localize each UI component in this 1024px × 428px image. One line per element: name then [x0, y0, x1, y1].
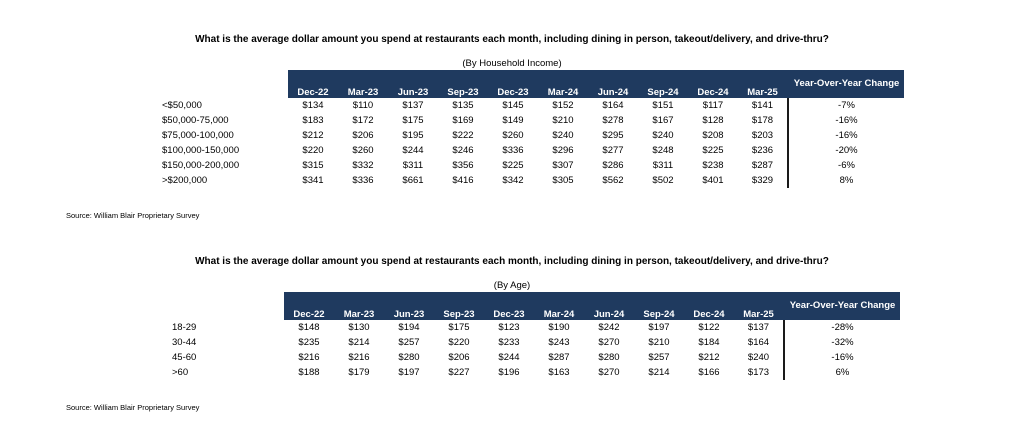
age-table-row — [172, 365, 900, 380]
age-value-cell: $242 — [598, 322, 620, 333]
income-value-cell: $212 — [302, 130, 324, 141]
income-col-header: Jun-24 — [588, 70, 638, 98]
income-value-cell: $356 — [452, 160, 474, 171]
age-value-cell: $287 — [548, 352, 570, 363]
age-row-label: 45-60 — [172, 352, 197, 363]
age-value-cell: $210 — [648, 337, 670, 348]
age-value-cell: $175 — [448, 322, 470, 333]
income-row-label: $50,000-75,000 — [162, 115, 229, 126]
age-table — [172, 292, 900, 380]
income-col-header: Sep-24 — [638, 70, 688, 98]
age-value-cell: $244 — [498, 352, 520, 363]
income-value-cell: $401 — [702, 175, 724, 186]
income-value-cell: $248 — [652, 145, 674, 156]
income-header-row — [162, 70, 904, 98]
income-col-header: Mar-24 — [538, 70, 588, 98]
age-value-cell: $270 — [598, 337, 620, 348]
age-title: What is the average dollar amount you spend at restaurants each month, including dining in person, takeout/delivery, and drive-thru? — [195, 256, 829, 267]
age-value-cell: $197 — [648, 322, 670, 333]
age-label-header — [172, 292, 284, 320]
age-value-cell: $280 — [598, 352, 620, 363]
income-value-cell: $244 — [402, 145, 424, 156]
income-value-cell: $286 — [602, 160, 624, 171]
income-value-cell: $203 — [751, 130, 774, 141]
income-value-cell: $141 — [751, 100, 774, 111]
income-value-cell: $341 — [302, 175, 324, 186]
income-value-cell: $183 — [302, 115, 324, 126]
income-value-cell: $260 — [502, 130, 524, 141]
income-value-cell: $208 — [702, 130, 724, 141]
age-value-cell: $179 — [348, 367, 370, 378]
income-table-row — [162, 173, 904, 188]
age-value-cell: $243 — [548, 337, 570, 348]
income-table-row — [162, 98, 904, 113]
income-value-cell: $315 — [302, 160, 324, 171]
income-value-cell: $206 — [352, 130, 374, 141]
age-table-row — [172, 320, 900, 335]
income-source: Source: William Blair Proprietary Survey — [66, 211, 200, 220]
income-value-cell: $416 — [452, 175, 474, 186]
age-yoy-cell: -28% — [784, 320, 900, 335]
age-value-cell: $123 — [498, 322, 520, 333]
age-col-header: Dec-22 — [284, 292, 334, 320]
age-value-cell: $184 — [698, 337, 720, 348]
age-col-header: Mar-25 — [734, 292, 784, 320]
age-row-label: 30-44 — [172, 337, 197, 348]
income-value-cell: $137 — [402, 100, 424, 111]
age-value-cell: $122 — [698, 322, 720, 333]
age-value-cell: $194 — [398, 322, 420, 333]
income-value-cell: $307 — [552, 160, 574, 171]
income-value-cell: $296 — [552, 145, 574, 156]
age-value-cell: $163 — [548, 367, 570, 378]
income-yoy-cell: -16% — [788, 128, 904, 143]
age-yoy-cell: 6% — [784, 365, 900, 380]
income-value-cell: $336 — [502, 145, 524, 156]
income-row-label: <$50,000 — [162, 100, 202, 111]
income-row-label: $75,000-100,000 — [162, 130, 234, 141]
income-value-cell: $149 — [502, 115, 524, 126]
age-value-cell: $190 — [548, 322, 570, 333]
income-row-label: $150,000-200,000 — [162, 160, 240, 171]
income-value-cell: $175 — [402, 115, 424, 126]
income-row-label: >$200,000 — [162, 175, 208, 186]
income-col-header: Dec-22 — [288, 70, 338, 98]
income-value-cell: $195 — [402, 130, 424, 141]
age-value-cell: $214 — [648, 367, 670, 378]
age-value-cell: $270 — [598, 367, 620, 378]
income-value-cell: $135 — [452, 100, 474, 111]
income-value-cell: $117 — [702, 100, 724, 111]
income-value-cell: $287 — [751, 160, 774, 171]
income-value-cell: $260 — [352, 145, 374, 156]
age-col-header: Dec-23 — [484, 292, 534, 320]
income-value-cell: $110 — [352, 100, 374, 111]
age-yoy-cell: -32% — [784, 335, 900, 350]
income-value-cell: $238 — [702, 160, 724, 171]
income-value-cell: $134 — [302, 100, 324, 111]
income-col-header: Jun-23 — [388, 70, 438, 98]
income-value-cell: $178 — [751, 115, 774, 126]
income-table-row — [162, 113, 904, 128]
income-value-cell: $329 — [751, 175, 774, 186]
age-subtitle: (By Age) — [493, 280, 531, 291]
income-title: What is the average dollar amount you spend at restaurants each month, including dining in person, takeout/delivery, and drive-thru? — [195, 34, 829, 45]
income-value-cell: $562 — [602, 175, 624, 186]
age-col-header: Jun-24 — [584, 292, 634, 320]
age-header-row — [172, 292, 900, 320]
income-value-cell: $661 — [402, 175, 424, 186]
age-value-cell: $220 — [448, 337, 470, 348]
income-col-header: Sep-23 — [438, 70, 488, 98]
age-value-cell: $188 — [298, 367, 320, 378]
age-value-cell: $216 — [348, 352, 370, 363]
income-table-row — [162, 128, 904, 143]
income-value-cell: $145 — [502, 100, 524, 111]
income-value-cell: $169 — [452, 115, 474, 126]
income-value-cell: $502 — [652, 175, 674, 186]
age-row-label: >60 — [172, 367, 189, 378]
income-value-cell: $152 — [552, 100, 574, 111]
income-yoy-cell: -7% — [788, 98, 904, 113]
age-col-header: Mar-23 — [334, 292, 384, 320]
age-value-cell: $214 — [348, 337, 370, 348]
age-col-header: Sep-24 — [634, 292, 684, 320]
income-value-cell: $336 — [352, 175, 374, 186]
income-value-cell: $311 — [402, 160, 424, 171]
age-value-cell: $235 — [298, 337, 320, 348]
income-col-header: Mar-23 — [338, 70, 388, 98]
age-col-header: Dec-24 — [684, 292, 734, 320]
age-yoy-header: Year-Over-Year Change — [784, 292, 900, 320]
age-value-cell: $212 — [698, 352, 720, 363]
age-table-row — [172, 335, 900, 350]
income-value-cell: $305 — [552, 175, 574, 186]
income-col-header: Dec-23 — [488, 70, 538, 98]
income-value-cell: $236 — [751, 145, 774, 156]
income-value-cell: $128 — [702, 115, 724, 126]
age-value-cell: $280 — [398, 352, 420, 363]
income-yoy-cell: -6% — [788, 158, 904, 173]
income-value-cell: $277 — [602, 145, 624, 156]
age-yoy-cell: -16% — [784, 350, 900, 365]
income-value-cell: $342 — [502, 175, 524, 186]
income-value-cell: $220 — [302, 145, 324, 156]
income-yoy-cell: -20% — [788, 143, 904, 158]
age-value-cell: $233 — [498, 337, 520, 348]
age-col-header: Sep-23 — [434, 292, 484, 320]
income-value-cell: $240 — [552, 130, 574, 141]
income-row-label: $100,000-150,000 — [162, 145, 240, 156]
age-value-cell: $130 — [348, 322, 370, 333]
income-value-cell: $167 — [652, 115, 674, 126]
age-value-cell: $197 — [398, 367, 420, 378]
age-col-header: Jun-23 — [384, 292, 434, 320]
income-value-cell: $295 — [602, 130, 624, 141]
age-value-cell: $166 — [698, 367, 720, 378]
age-value-cell: $206 — [448, 352, 470, 363]
age-col-header: Mar-24 — [534, 292, 584, 320]
income-value-cell: $332 — [352, 160, 374, 171]
income-table — [162, 70, 904, 188]
age-value-cell: $216 — [298, 352, 320, 363]
income-value-cell: $222 — [452, 130, 474, 141]
income-value-cell: $164 — [602, 100, 624, 111]
age-value-cell: $196 — [498, 367, 520, 378]
age-table-row — [172, 350, 900, 365]
income-yoy-header: Year-Over-Year Change — [788, 70, 904, 98]
income-value-cell: $225 — [702, 145, 724, 156]
income-value-cell: $240 — [652, 130, 674, 141]
income-col-header: Dec-24 — [688, 70, 738, 98]
age-source: Source: William Blair Proprietary Survey — [66, 403, 200, 412]
income-value-cell: $210 — [552, 115, 574, 126]
age-value-cell: $148 — [298, 322, 320, 333]
income-subtitle: (By Household Income) — [462, 58, 562, 69]
age-value-cell: $257 — [398, 337, 420, 348]
income-col-header: Mar-25 — [738, 70, 788, 98]
income-label-header — [162, 70, 288, 98]
income-value-cell: $172 — [352, 115, 374, 126]
income-table-row — [162, 143, 904, 158]
income-table-row — [162, 158, 904, 173]
income-value-cell: $151 — [652, 100, 674, 111]
income-value-cell: $311 — [652, 160, 674, 171]
income-value-cell: $246 — [452, 145, 474, 156]
income-yoy-cell: 8% — [788, 173, 904, 188]
age-value-cell: $257 — [648, 352, 670, 363]
age-row-label: 18-29 — [172, 322, 197, 333]
age-value-cell: $173 — [747, 367, 770, 378]
income-value-cell: $225 — [502, 160, 524, 171]
income-value-cell: $278 — [602, 115, 624, 126]
age-value-cell: $137 — [747, 322, 770, 333]
age-value-cell: $164 — [747, 337, 770, 348]
age-value-cell: $227 — [448, 367, 470, 378]
age-value-cell: $240 — [747, 352, 770, 363]
income-yoy-cell: -16% — [788, 113, 904, 128]
